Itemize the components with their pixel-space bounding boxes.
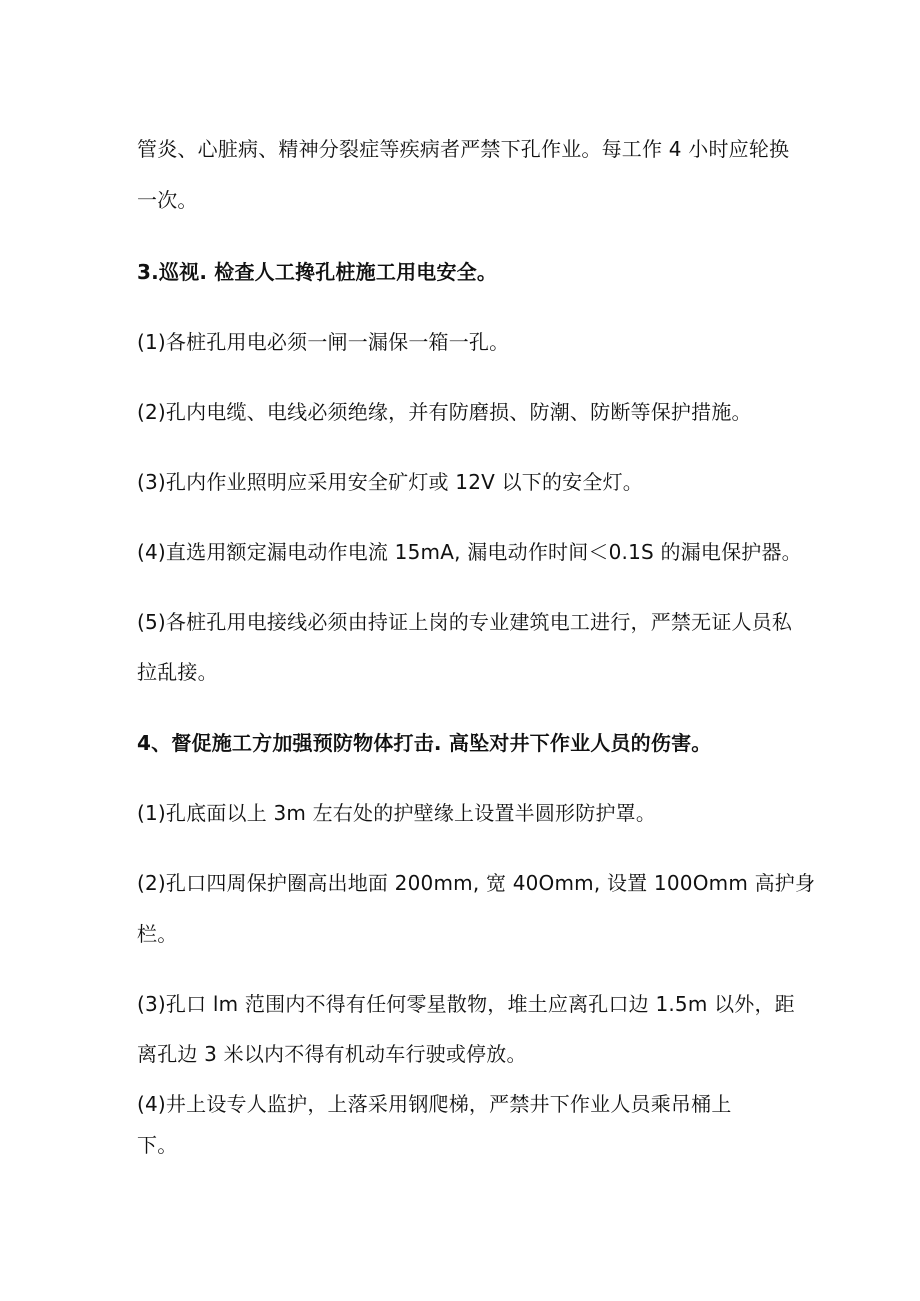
list-item-3-5-cont: 拉乱接。	[137, 660, 218, 684]
list-item-4-2: (2)孔口四周保护圈高出地面 200mm, 宽 40Omm, 设置 100Omm 高护身	[137, 871, 816, 895]
list-item-4-3: (3)孔口 lm 范围内不得有任何零星散物，堆土应离孔口边 1.5m 以外，距	[137, 992, 795, 1016]
list-item-3-5: (5)各桩孔用电接线必须由持证上岗的专业建筑电工进行，严禁无证人员私	[137, 610, 793, 634]
text-line-2: 一次。	[137, 188, 198, 212]
list-item-3-3: (3)孔内作业照明应采用安全矿灯或 12V 以下的安全灯。	[137, 470, 643, 494]
text-line-1: 管炎、心脏病、精神分裂症等疾病者严禁下孔作业。每工作 4 小时应轮换	[137, 137, 790, 161]
list-item-4-4: (4)井上设专人监护，上落采用钢爬梯，严禁井下作业人员乘吊桶上	[137, 1092, 732, 1116]
list-item-3-1: (1)各桩孔用电必须一闸一漏保一箱一孔。	[137, 330, 510, 354]
list-item-3-2: (2)孔内电缆、电线必须绝缘，并有防磨损、防潮、防断等保护措施。	[137, 400, 752, 424]
list-item-3-4: (4)直选用额定漏电动作电流 15mA, 漏电动作时间＜0.1S 的漏电保护器。	[137, 540, 802, 564]
list-item-4-1: (1)孔底面以上 3m 左右处的护壁缘上设置半圆形防护罩。	[137, 801, 657, 825]
list-item-4-2-cont: 栏。	[137, 922, 178, 946]
list-item-4-4-cont: 下。	[137, 1133, 178, 1157]
section-heading-4: 4、督促施工方加强预防物体打击. 高坠对井下作业人员的伤害。	[137, 731, 712, 755]
section-heading-3: 3.巡视. 检查人工搀孔桩施工用电安全。	[137, 260, 498, 284]
list-item-4-3-cont: 离孔边 3 米以内不得有机动车行驶或停放。	[137, 1042, 527, 1066]
